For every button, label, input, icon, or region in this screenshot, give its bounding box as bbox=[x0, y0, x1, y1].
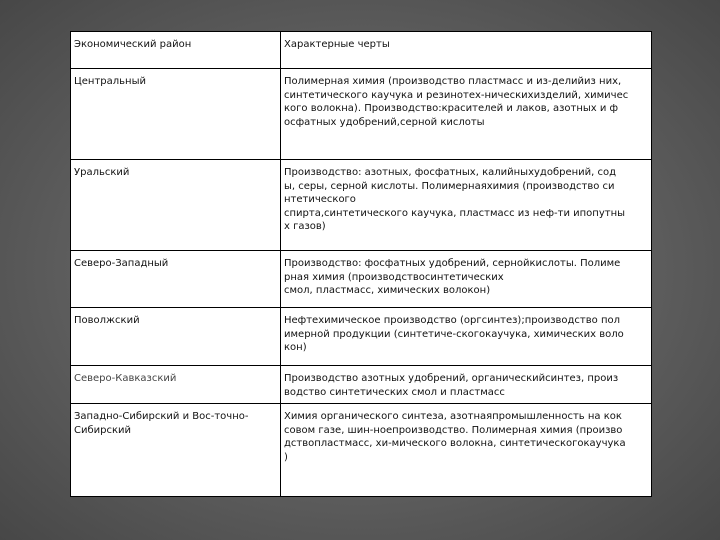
features-cell: Полимерная химия (производство пластмасс и из-делийиз них, синтетического каучука и резинотех-ническихизделий, химичес кого волокна). Производство:красителей и лаков, азотных и ф осфатных удобрений,серной кислоты bbox=[281, 69, 652, 160]
table-row bbox=[71, 251, 652, 308]
region-cell: Западно-Сибирский и Вос-точно- Сибирский bbox=[71, 404, 281, 497]
regions-table bbox=[70, 31, 652, 497]
region-cell: Северо-Западный bbox=[71, 251, 281, 308]
features-cell: Производство: фосфатных удобрений, сернойкислоты. Полиме рная химия (производствосинтетических смол, пластмасс, химических волокон) bbox=[281, 251, 652, 308]
region-cell: Поволжский bbox=[71, 308, 281, 366]
features-cell: Производство азотных удобрений, органическийсинтез, произ водство синтетических смол и пластмасс bbox=[281, 366, 652, 404]
table-header-row bbox=[71, 32, 652, 69]
features-cell: Производство: азотных, фосфатных, калийныхудобрений, сод ы, серы, серной кислоты. Полимернаяхимия (производство си нтетического спирта,синтетического каучука, пластмасс из неф-ти ипопутны х газов) bbox=[281, 160, 652, 251]
region-cell: Северо-Кавказский bbox=[71, 366, 281, 404]
header-cell-features: Характерные черты bbox=[281, 32, 652, 69]
region-cell: Центральный bbox=[71, 69, 281, 160]
features-cell: Химия органического синтеза, азотнаяпромышленность на кок совом газе, шин-ноепроизводство. Полимерная химия (произво дствопластмасс, хи-мического волокна, синтетическогокаучука ) bbox=[281, 404, 652, 497]
table-row bbox=[71, 69, 652, 160]
table-row bbox=[71, 404, 652, 497]
region-cell: Уральский bbox=[71, 160, 281, 251]
table-row bbox=[71, 308, 652, 366]
header-cell-region: Экономический район bbox=[71, 32, 281, 69]
features-cell: Нефтехимическое производство (оргсинтез);производство пол имерной продукции (синтетиче-скогокаучука, химических воло кон) bbox=[281, 308, 652, 366]
table-row bbox=[71, 366, 652, 404]
table-row bbox=[71, 160, 652, 251]
